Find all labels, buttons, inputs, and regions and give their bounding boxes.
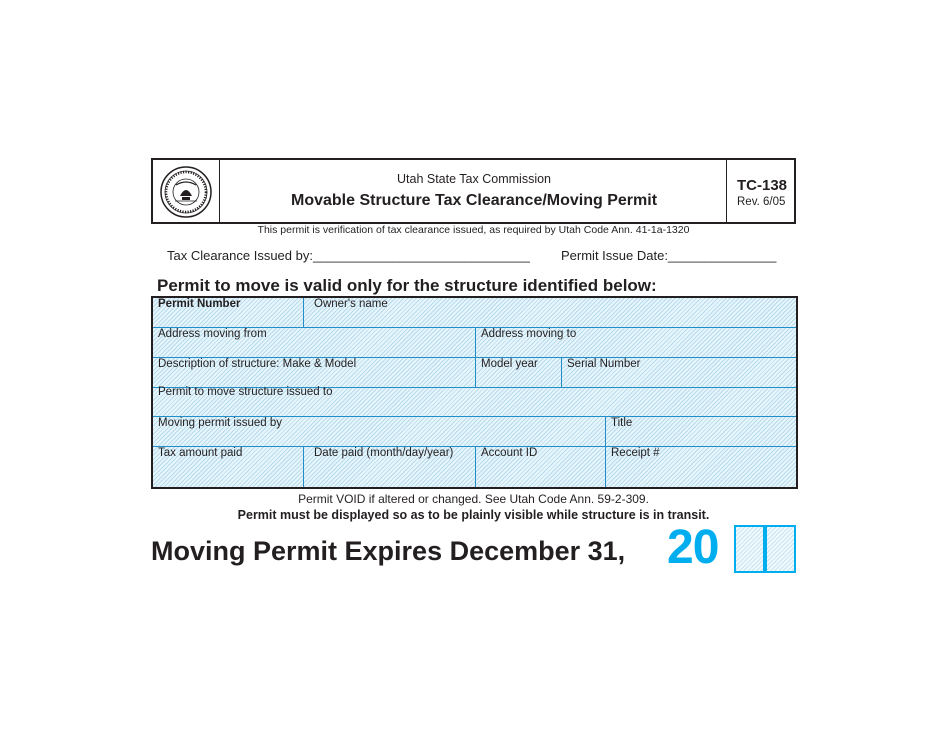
serial-number-field[interactable] [562,358,796,388]
expiration-text: Moving Permit Expires December 31, [151,536,626,566]
permit-issued-to-label: Permit to move structure issued to [158,386,333,398]
structure-description-label: Description of structure: Make & Model [158,358,357,370]
title-field[interactable] [606,417,796,447]
void-note: Permit VOID if altered or changed. See Utah Code Ann. 59-2-309. [298,492,649,506]
year-digit-box[interactable] [734,525,765,573]
form-header [151,158,796,224]
form-revision: Rev. 6/05 [737,196,786,208]
title-label: Title [611,417,633,429]
moving-permit-issued-by-field[interactable] [153,417,606,447]
date-paid-field[interactable] [304,447,476,487]
year-digit-box[interactable] [765,525,796,573]
permit-number-label: Permit Number [158,298,241,310]
section-heading: Permit to move is valid only for the structure identified below: [157,276,657,295]
receipt-number-field[interactable] [606,447,796,487]
seal-cell [153,160,220,222]
moving-permit-issued-by-label: Moving permit issued by [158,417,282,429]
permit-issue-date-field[interactable]: Permit Issue Date:_______________ [561,248,777,263]
structure-description-field[interactable] [153,358,476,388]
agency-name: Utah State Tax Commission [397,172,551,186]
date-paid-label: Date paid (month/day/year) [314,447,454,459]
form-title: Movable Structure Tax Clearance/Moving Permit [290,192,658,209]
account-id-label: Account ID [481,447,538,459]
tax-clearance-issued-by-field[interactable]: Tax Clearance Issued by:______________________________ [167,248,530,263]
year-prefix: 20 [667,521,719,574]
permit-grid [151,296,798,489]
form-number-cell [726,160,794,222]
owners-name-field[interactable] [304,298,796,328]
address-moving-from-field[interactable] [153,328,476,358]
form-number: TC-138 [737,177,788,194]
verification-note: This permit is verification of tax clearance issued, as required by Utah Code Ann. 41-1a-1320 [257,224,690,236]
model-year-label: Model year [481,358,538,370]
address-moving-from-label: Address moving from [158,328,267,340]
tax-amount-paid-label: Tax amount paid [158,447,243,459]
state-seal-icon [158,165,214,219]
address-moving-to-field[interactable] [476,328,796,358]
account-id-field[interactable] [476,447,606,487]
serial-number-label: Serial Number [567,358,641,370]
address-moving-to-label: Address moving to [481,328,577,340]
display-note: Permit must be displayed so as to be plainly visible while structure is in transit. [237,508,710,522]
permit-issued-to-field[interactable] [153,388,796,417]
receipt-number-label: Receipt # [611,447,660,459]
model-year-field[interactable] [476,358,562,388]
tax-amount-paid-field[interactable] [153,447,304,487]
permit-number-field[interactable] [153,298,304,328]
owners-name-label: Owner's name [314,298,388,310]
